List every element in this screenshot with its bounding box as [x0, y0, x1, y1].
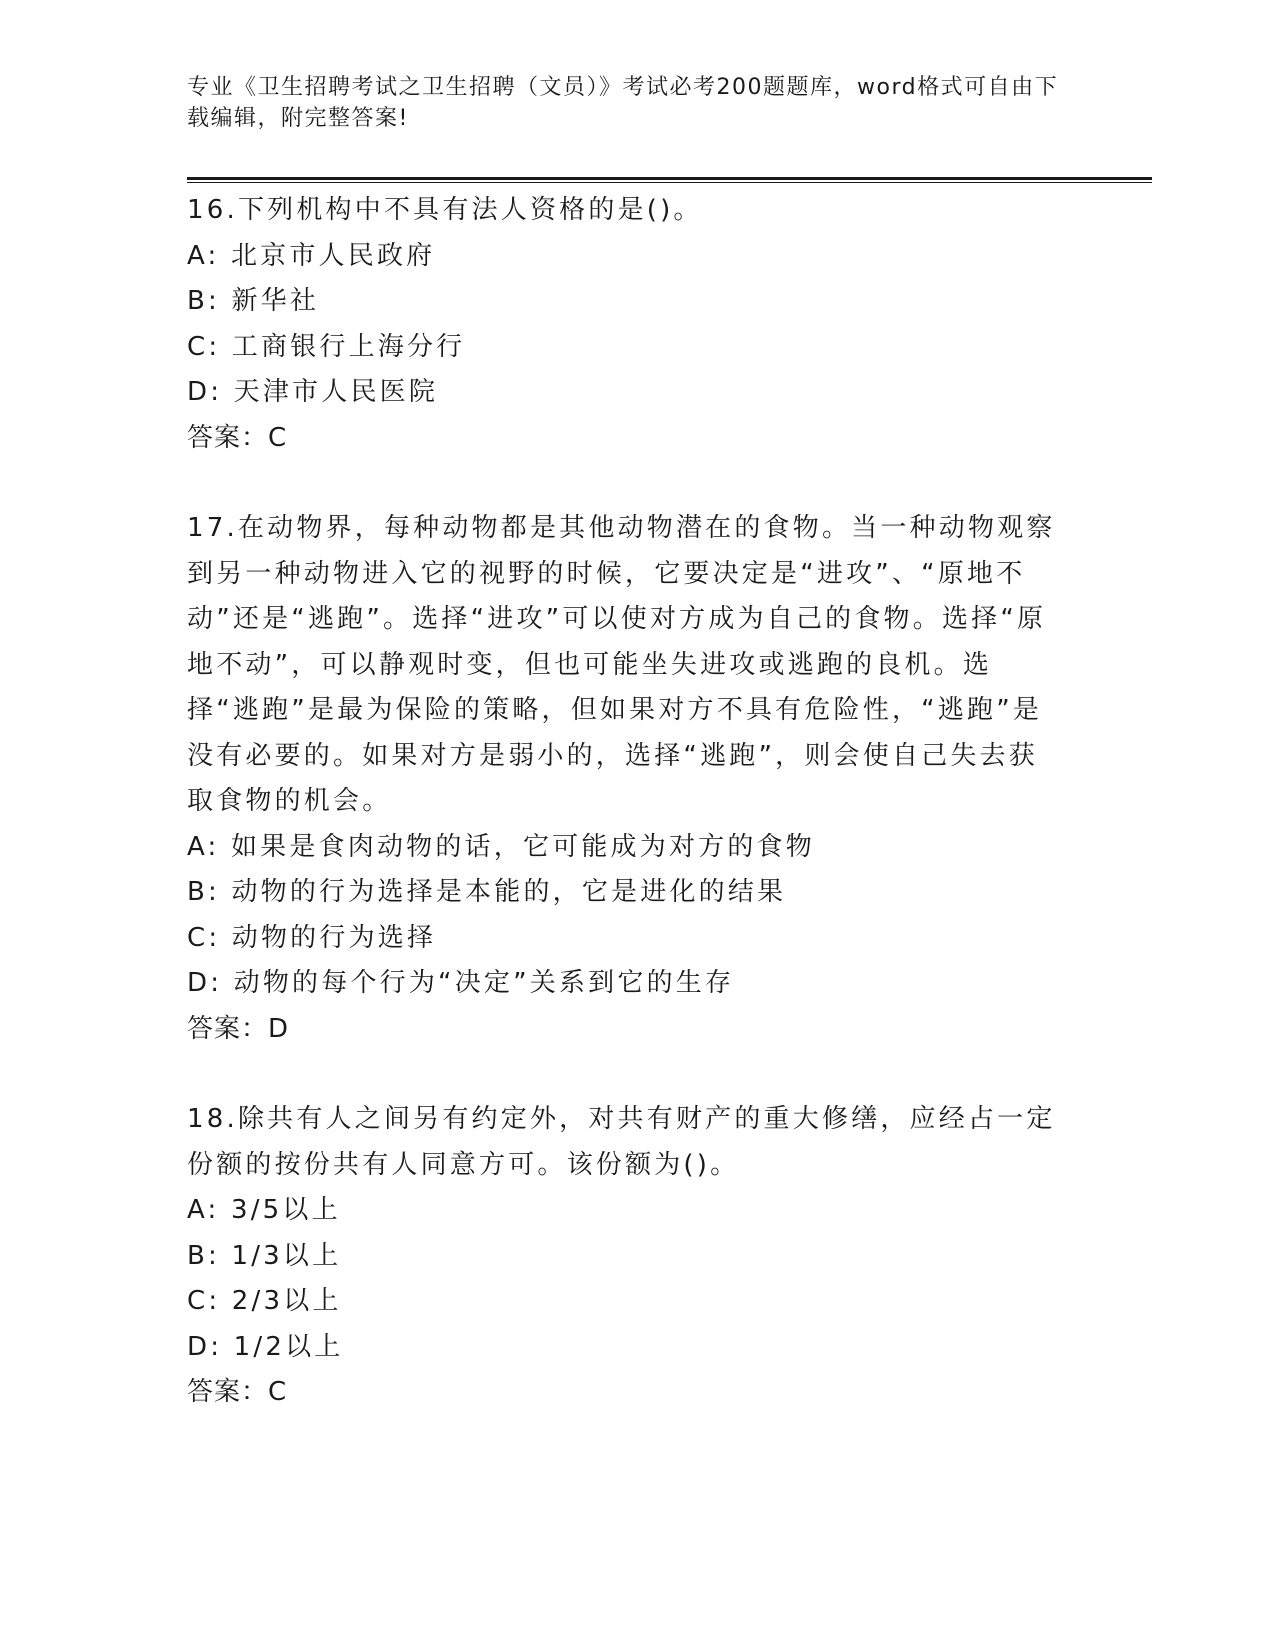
option-a: A: 如果是食肉动物的话，它可能成为对方的食物	[187, 831, 815, 862]
question-stem: 18.除共有人之间另有约定外，对共有财产的重大修缮，应经占一定份额的按份共有人同意方可。该份额为()。	[187, 1104, 1056, 1180]
option-c: C: 2/3以上	[187, 1286, 342, 1316]
question-16	[187, 188, 1067, 461]
option-a: A: 北京市人民政府	[187, 240, 436, 271]
answer-label: 答案：C	[187, 1377, 288, 1407]
option-b: B: 1/3以上	[187, 1240, 342, 1271]
option-c: C: 工商银行上海分行	[187, 331, 466, 362]
option-c: C: 动物的行为选择	[187, 922, 437, 953]
question-stem: 16.下列机构中不具有法人资格的是()。	[187, 195, 703, 225]
header-divider-thin	[187, 182, 1152, 183]
question-17	[187, 506, 1067, 1052]
option-b: B: 新华社	[187, 286, 320, 316]
option-d: D: 动物的每个行为“决定”关系到它的生存	[187, 968, 735, 998]
question-stem: 17.在动物界，每种动物都是其他动物潜在的食物。当一种动物观察到另一种动物进入它的视野的时候，它要决定是“进攻”、“原地不动”还是“逃跑”。选择“进攻”可以使对方成为自己的食物。选择“原地不动”，可以静观时变，但也可能坐失进攻或逃跑的良机。选择“逃跑”是最为保险的策略，但如果对方不具有危险性，“逃跑”是没有必要的。如果对方是弱小的，选择“逃跑”，则会使自己失去获取食物的机会。	[187, 513, 1056, 816]
option-b: B: 动物的行为选择是本能的，它是进化的结果	[187, 877, 787, 907]
header-divider-thick	[187, 177, 1152, 180]
option-d: D: 1/2以上	[187, 1331, 344, 1362]
question-18	[187, 1097, 1067, 1416]
answer-label: 答案：D	[187, 1013, 290, 1044]
option-d: D: 天津市人民医院	[187, 377, 439, 407]
document-header: 专业《卫生招聘考试之卫生招聘（文员）》考试必考200题题库，word格式可自由下载编辑，附完整答案!	[187, 75, 1059, 131]
option-a: A: 3/5以上	[187, 1195, 341, 1225]
answer-label: 答案：C	[187, 422, 288, 453]
